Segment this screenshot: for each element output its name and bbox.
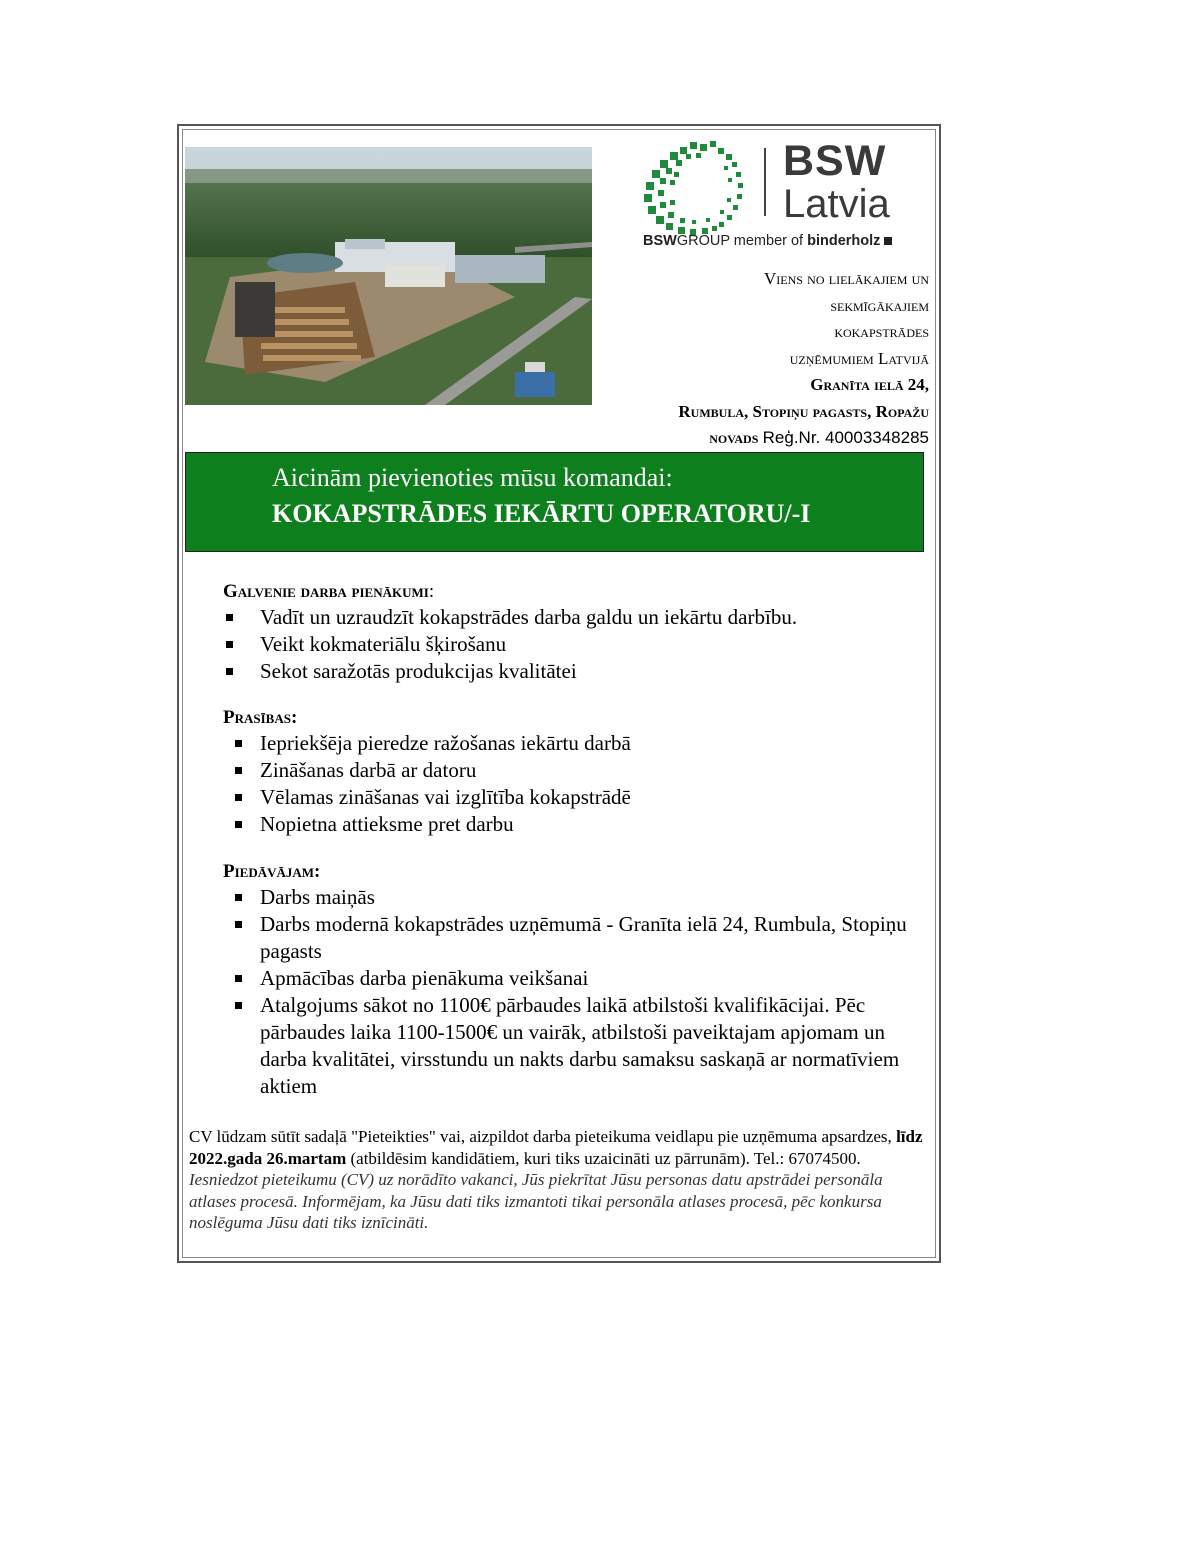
group-suffix: binderholz (807, 233, 881, 249)
duties-list (223, 604, 797, 685)
offer-section (223, 860, 923, 1100)
tagline-line: sekmīgākajiem (830, 295, 929, 315)
logo-country: Latvia (783, 182, 890, 226)
list-item: Darbs modernā kokapstrādes uzņēmumā - Granīta ielā 24, Rumbula, Stopiņu pagasts (223, 911, 923, 965)
application-deadline: līdz 2022.gada 26.martam (189, 1127, 923, 1168)
list-item: Vadīt un uzraudzīt kokapstrādes darba galdu un iekārtu darbību. (223, 604, 797, 631)
list-item: Atalgojums sākot no 1100€ pārbaudes laikā atbilstoši kvalifikācijai. Pēc pārbaudes laika 1100-1500€ un vairāk, atbilstoši paveiktajam apjomam un darba kvalitātei, virsstundu un nakts darbu samaksu saskaņā ar normatīviem aktiem (223, 992, 923, 1100)
group-prefix: BSW (643, 233, 677, 249)
address-line: Granīta ielā 24, (810, 375, 929, 394)
requirements-heading: Prasības: (223, 707, 298, 728)
duties-heading-text: Galvenie darba pienākumi (223, 581, 429, 602)
list-item: Nopietna attieksme pret darbu (223, 811, 631, 838)
offer-heading: Piedāvājam: (223, 861, 321, 882)
instructions-text: CV lūdzam sūtīt sadaļā "Pieteikties" vai, aizpildot darba pieteikuma veidlapu pie uzņēmuma apsardzes, (189, 1127, 897, 1146)
application-footer (189, 1126, 929, 1234)
duties-heading (223, 580, 797, 604)
tagline-line: Viens no lielākajiem un (763, 269, 929, 288)
banner-invite: Aicinām pievienoties mūsu komandai: (272, 463, 673, 492)
registration-number: Reģ.Nr. 40003348285 (762, 428, 929, 447)
application-instructions (189, 1126, 929, 1169)
duties-section (223, 580, 797, 685)
group-middle: GROUP member of (676, 233, 808, 249)
aerial-sawmill-photo (185, 147, 592, 405)
banner-position: KOKAPSTRĀDES IEKĀRTU OPERATORU/-I (272, 499, 811, 528)
logo-group-line (643, 233, 892, 249)
requirements-list (223, 730, 631, 838)
address-line: novads (709, 428, 759, 447)
circle-squares-icon (630, 138, 770, 238)
requirements-section (223, 706, 631, 838)
square-icon (884, 237, 892, 245)
instructions-contact: (atbildēsim kandidātiem, kuri tiks uzaicināti uz pārrunām). Tel.: 67074500. (346, 1148, 861, 1168)
company-info (678, 266, 929, 452)
list-item: Vēlamas zināšanas vai izglītība kokapstrādē (223, 784, 631, 811)
list-item: Iepriekšēja pieredze ražošanas iekārtu darbā (223, 730, 631, 757)
tagline-line: uzņēmumiem Latvijā (789, 348, 929, 368)
list-item: Apmācības darba pienākuma veikšanai (223, 965, 923, 992)
duties-heading-colon: : (428, 581, 435, 602)
list-item: Veikt kokmateriālu šķirošanu (223, 631, 797, 658)
tagline-line: kokapstrādes (834, 322, 929, 341)
logo-divider (764, 148, 766, 216)
list-item: Darbs maiņās (223, 884, 923, 911)
logo-brand: BSW (783, 137, 887, 185)
job-title-banner (185, 452, 924, 552)
privacy-disclaimer: Iesniedzot pieteikumu (CV) uz norādīto vakanci, Jūs piekrītat Jūsu personas datu apstrādei personāla atlases procesā. Informējam, ka Jūsu dati tiks izmantoti tikai personāla atlases procesā, pēc konkursa noslēguma Jūsu dati tiks iznīcināti. (189, 1170, 883, 1232)
address-line: Rumbula, Stopiņu pagasts, Ropažu (678, 401, 929, 421)
offer-list (223, 884, 923, 1100)
list-item: Sekot saražotās produkcijas kvalitātei (223, 658, 797, 685)
list-item: Zināšanas darbā ar datoru (223, 757, 631, 784)
